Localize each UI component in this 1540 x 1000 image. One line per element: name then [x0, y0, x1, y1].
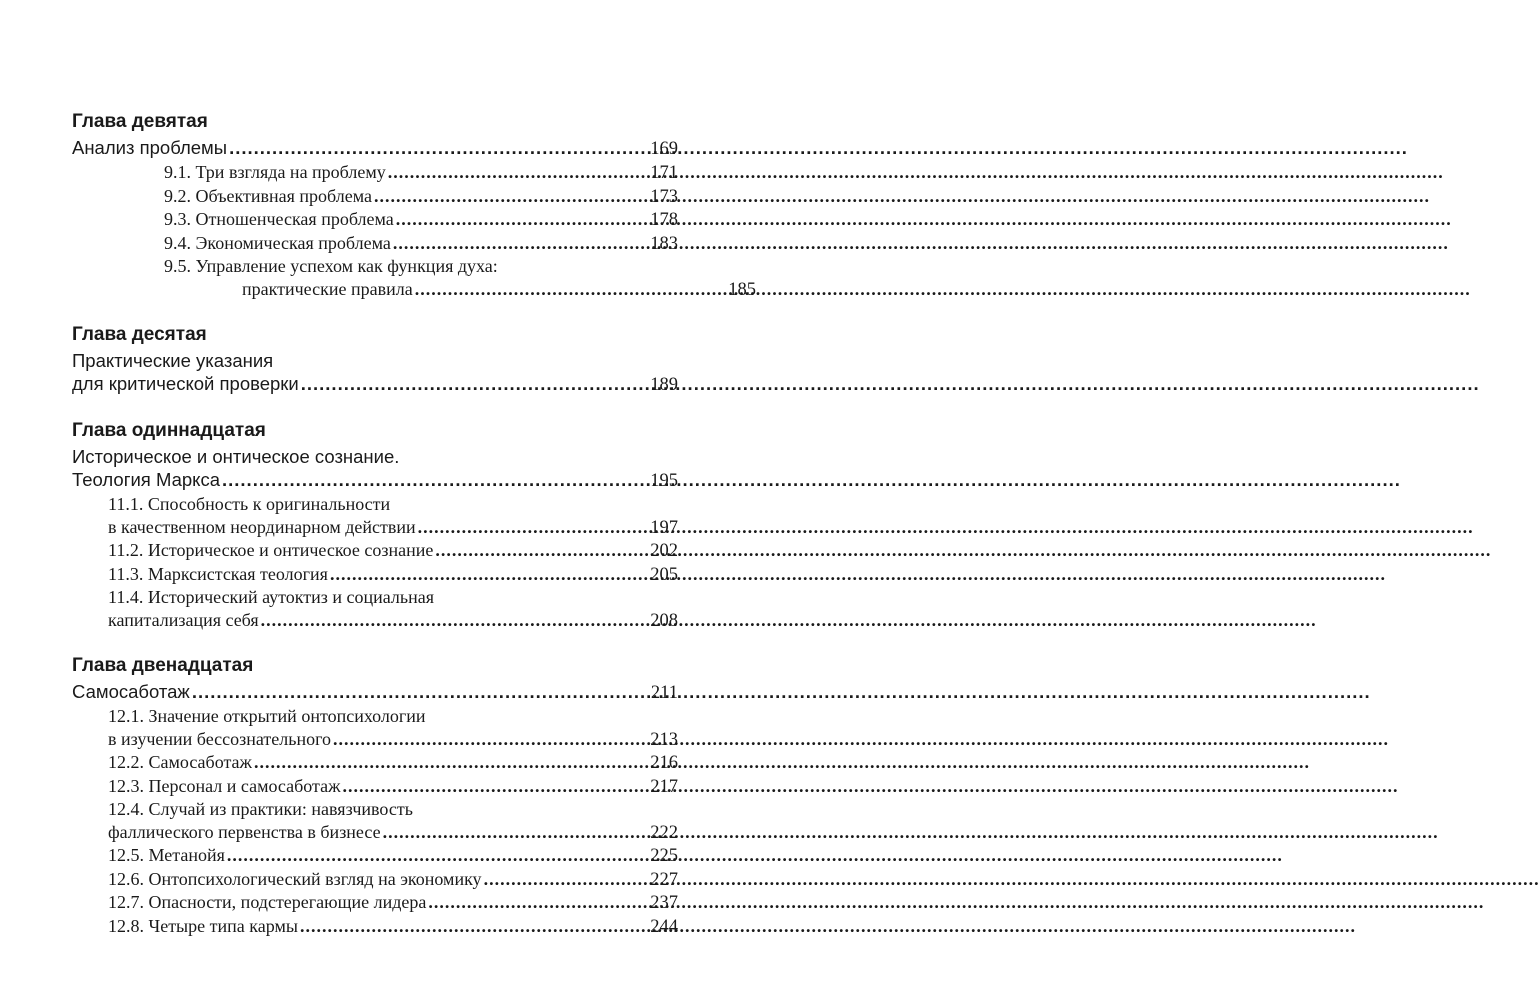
section-entry-row: [108, 516, 678, 540]
section-entry-text: практические правила: [242, 278, 413, 299]
chapter-heading: Глава двенадцатая: [72, 655, 254, 676]
chapter-title-entry-row: [72, 680, 678, 705]
dot-leader: [229, 136, 648, 159]
section-entry[interactable]: [72, 705, 678, 751]
section-entry[interactable]: [72, 798, 678, 844]
section-entry-row: [108, 539, 678, 563]
dot-leader: [435, 539, 648, 562]
chapter-block: [72, 108, 756, 301]
page-number: 169: [650, 139, 678, 159]
page-number: 244: [650, 916, 678, 937]
section-entry-text: 9.4. Экономическая проблема: [164, 232, 391, 253]
section-entry-text: 9.5. Управление успехом как функция духа:: [164, 256, 498, 276]
section-entry[interactable]: [72, 185, 678, 209]
page-number: 202: [650, 541, 678, 561]
section-entry-row: [108, 915, 678, 939]
section-entry[interactable]: [72, 493, 678, 539]
page-number: 213: [650, 729, 678, 750]
table-of-contents: [72, 108, 756, 958]
chapter-block: [72, 652, 678, 938]
chapter-title-entry-text: для критической проверки: [72, 373, 299, 394]
dot-leader: [418, 516, 649, 539]
section-entry[interactable]: [72, 891, 678, 915]
section-entry[interactable]: [72, 539, 678, 563]
section-entry-row: [108, 844, 678, 868]
section-entry-row: [108, 775, 678, 799]
chapter-block: [72, 417, 678, 632]
section-entry-row: [164, 161, 678, 185]
page-number: 197: [650, 517, 678, 538]
page-number: 171: [650, 163, 678, 183]
page-number: 222: [650, 822, 678, 843]
page-number: 237: [650, 893, 678, 913]
page-number: 217: [650, 776, 678, 797]
chapter-title-entry-row: [72, 372, 678, 397]
dot-leader: [301, 372, 649, 395]
section-entry-row: [164, 232, 678, 256]
chapter-heading: Глава девятая: [72, 111, 208, 132]
section-entry-text: 12.7. Опасности, подстерегающие лидера: [108, 892, 427, 912]
dot-leader: [393, 232, 648, 255]
section-entry-text: 9.3. Отношенческая проблема: [164, 209, 394, 229]
section-entry-row: [108, 821, 678, 845]
dot-leader: [396, 208, 648, 231]
section-entry-row: [164, 278, 756, 302]
section-entry[interactable]: [72, 208, 678, 232]
chapter-title-entry-row: [72, 136, 678, 161]
dot-leader: [227, 844, 648, 867]
page-number: 178: [650, 210, 678, 230]
section-entry-text: 12.4. Случай из практики: навязчивость: [108, 799, 413, 819]
section-entry-row: [108, 751, 678, 775]
chapter-title-entry-text: Теология Маркса: [72, 469, 220, 490]
page-number: 208: [650, 610, 678, 631]
page-number: 227: [650, 869, 678, 890]
dot-leader: [254, 751, 648, 774]
chapter-title-entry-row: [72, 468, 678, 493]
dot-leader: [300, 915, 648, 938]
section-entry-text: в качественном неординарном действии: [108, 516, 416, 537]
section-entry-text: 9.1. Три взгляда на проблему: [164, 162, 386, 182]
page-number: 189: [650, 375, 678, 395]
section-entry-row: [108, 728, 678, 752]
section-entry-text: 11.1. Способность к оригинальности: [108, 494, 391, 514]
section-entry[interactable]: [72, 751, 678, 775]
chapter-title-entry[interactable]: [72, 136, 678, 161]
dot-leader: [428, 891, 648, 914]
page-number: 205: [650, 564, 678, 585]
page-number: 195: [650, 471, 678, 491]
section-entry-text: 11.4. Исторический аутоктиз и социальная: [108, 587, 435, 607]
section-entry[interactable]: [72, 255, 756, 301]
section-entry-text: 11.3. Марксистская теология: [108, 563, 328, 584]
chapter-heading: Глава одиннадцатая: [72, 420, 266, 441]
section-entry-text: капитализация себя: [108, 609, 259, 630]
section-entry-text: 12.2. Самосаботаж: [108, 752, 252, 772]
dot-leader: [330, 563, 648, 586]
section-entry-text: 12.3. Персонал и самосаботаж: [108, 775, 341, 796]
section-entry-text: в изучении бессознательного: [108, 728, 332, 749]
dot-leader: [388, 161, 648, 184]
section-entry-text: 12.5. Метанойя: [108, 845, 225, 865]
dot-leader: [383, 821, 649, 844]
page-number: 211: [650, 683, 678, 703]
dot-leader: [222, 468, 648, 491]
chapter-title-entry[interactable]: [72, 445, 678, 493]
section-entry[interactable]: [72, 868, 678, 892]
page-number: 225: [650, 846, 678, 866]
chapter-title-entry-text: Историческое и онтическое сознание.: [72, 446, 400, 467]
dot-leader: [484, 868, 649, 891]
page-number: 173: [650, 186, 678, 207]
section-entry-text: 12.6. Онтопсихологический взгляд на экономику: [108, 868, 482, 889]
section-entry[interactable]: [72, 232, 678, 256]
dot-leader: [374, 185, 648, 208]
section-entry[interactable]: [72, 915, 678, 939]
section-entry-text: 12.8. Четыре типа кармы: [108, 915, 298, 936]
dot-leader: [333, 728, 648, 751]
chapter-block: [72, 321, 678, 397]
chapter-title-entry-text: Практические указания: [72, 350, 274, 371]
section-entry[interactable]: [72, 775, 678, 799]
section-entry[interactable]: [72, 563, 678, 587]
chapter-title-entry[interactable]: [72, 680, 678, 705]
section-entry-row: [108, 868, 678, 892]
section-entry-row: [108, 891, 678, 915]
chapter-title-entry-text: Анализ проблемы: [72, 137, 228, 158]
dot-leader: [343, 775, 649, 798]
chapter-heading: Глава десятая: [72, 324, 207, 345]
page-number: 183: [650, 233, 678, 254]
section-entry[interactable]: [72, 844, 678, 868]
dot-leader: [192, 680, 649, 703]
chapter-title-entry-text: Самосаботаж: [72, 681, 190, 702]
dot-leader: [415, 278, 727, 301]
section-entry-row: [164, 208, 678, 232]
section-entry-row: [108, 609, 678, 633]
section-entry[interactable]: [72, 586, 678, 632]
section-entry[interactable]: [72, 161, 678, 185]
dot-leader: [261, 609, 649, 632]
page-number: 216: [650, 753, 678, 773]
chapter-title-entry[interactable]: [72, 349, 678, 397]
section-entry-text: 12.1. Значение открытий онтопсихологии: [108, 706, 426, 726]
section-entry-text: 9.2. Объективная проблема: [164, 185, 372, 206]
section-entry-row: [164, 185, 678, 209]
section-entry-row: [108, 563, 678, 587]
page-number: 185: [728, 279, 756, 300]
section-entry-text: фаллического первенства в бизнесе: [108, 821, 381, 842]
section-entry-text: 11.2. Историческое и онтическое сознание: [108, 540, 434, 560]
